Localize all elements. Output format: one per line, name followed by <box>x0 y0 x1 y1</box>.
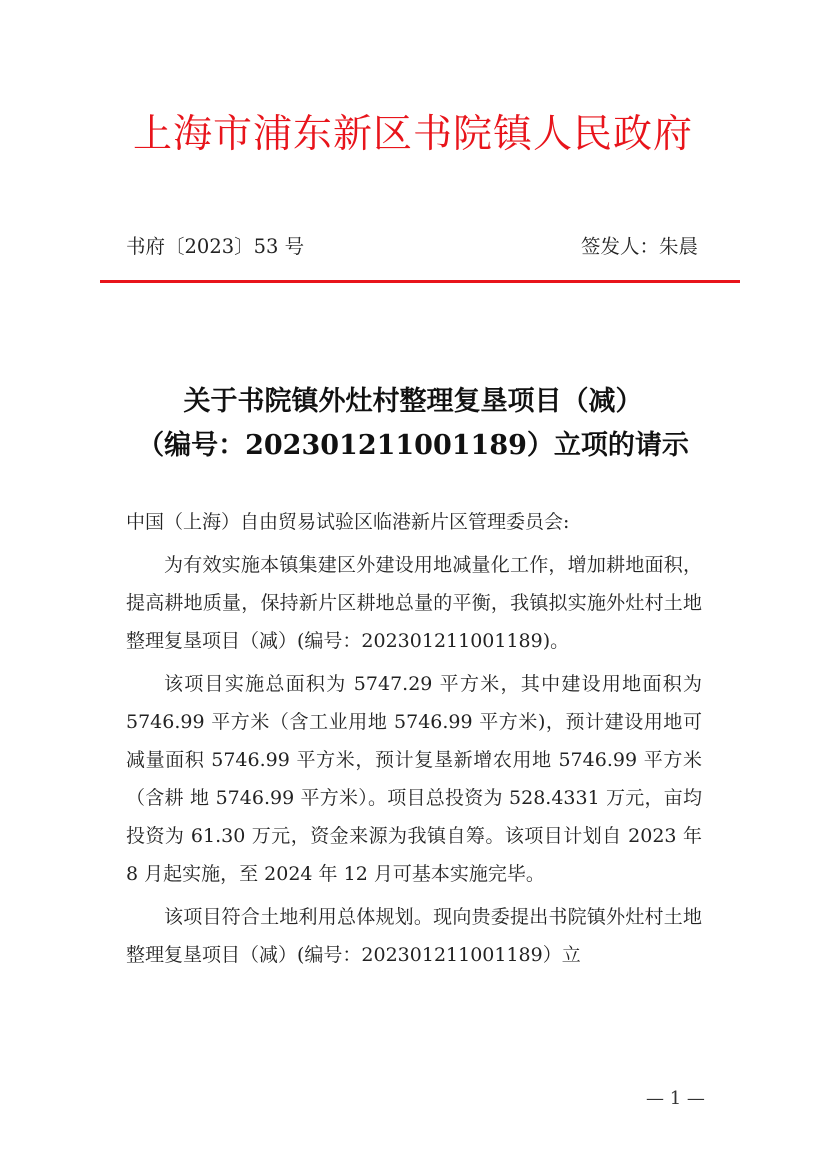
issuer-header: 上海市浦东新区书院镇人民政府 <box>132 112 693 157</box>
signer: 签发人：朱晨 <box>580 235 698 258</box>
title-line-1: 关于书院镇外灶村整理复垦项目（减） <box>183 386 643 417</box>
paragraph-1: 为有效实施本镇集建区外建设用地减量化工作，增加耕地面积，提高耕地质量，保持新片区耕地总量的平衡，我镇拟实施外灶村土地整理复垦项目（减）(编号：202301211001189)。 <box>126 554 702 652</box>
document-number: 书府〔2023〕53 号 <box>126 235 305 258</box>
paragraph-2: 该项目实施总面积为 5747.29 平方米，其中建设用地面积为 5746.99 平方米（含工业用地 5746.99 平方米)，预计建设用地可减量面积 5746.99 平方米，预计复垦新增农用地 5746.99 平方米（含耕 地 5746.99 平方米）。项目总投资为 528.4331 万元，亩均投资为 61.30 万元，资金来源为我镇自筹。该项目计划自 2023 年 8 月起实施，至 2024 年 12 月可基本实施完毕。 <box>126 673 702 885</box>
document-title <box>60 380 766 468</box>
paragraph-3: 该项目符合土地利用总体规划。现向贵委提出书院镇外灶村土地整理复垦项目（减）(编号：202301211001189）立 <box>126 906 702 966</box>
salutation: 中国（上海）自由贸易试验区临港新片区管理委员会: <box>126 511 570 533</box>
title-line-2: （编号：202301211001189）立项的请示 <box>137 430 689 461</box>
document-meta <box>126 232 698 262</box>
document-body <box>126 503 702 974</box>
red-divider <box>100 280 740 283</box>
page-number: — 1 — <box>646 1088 705 1109</box>
